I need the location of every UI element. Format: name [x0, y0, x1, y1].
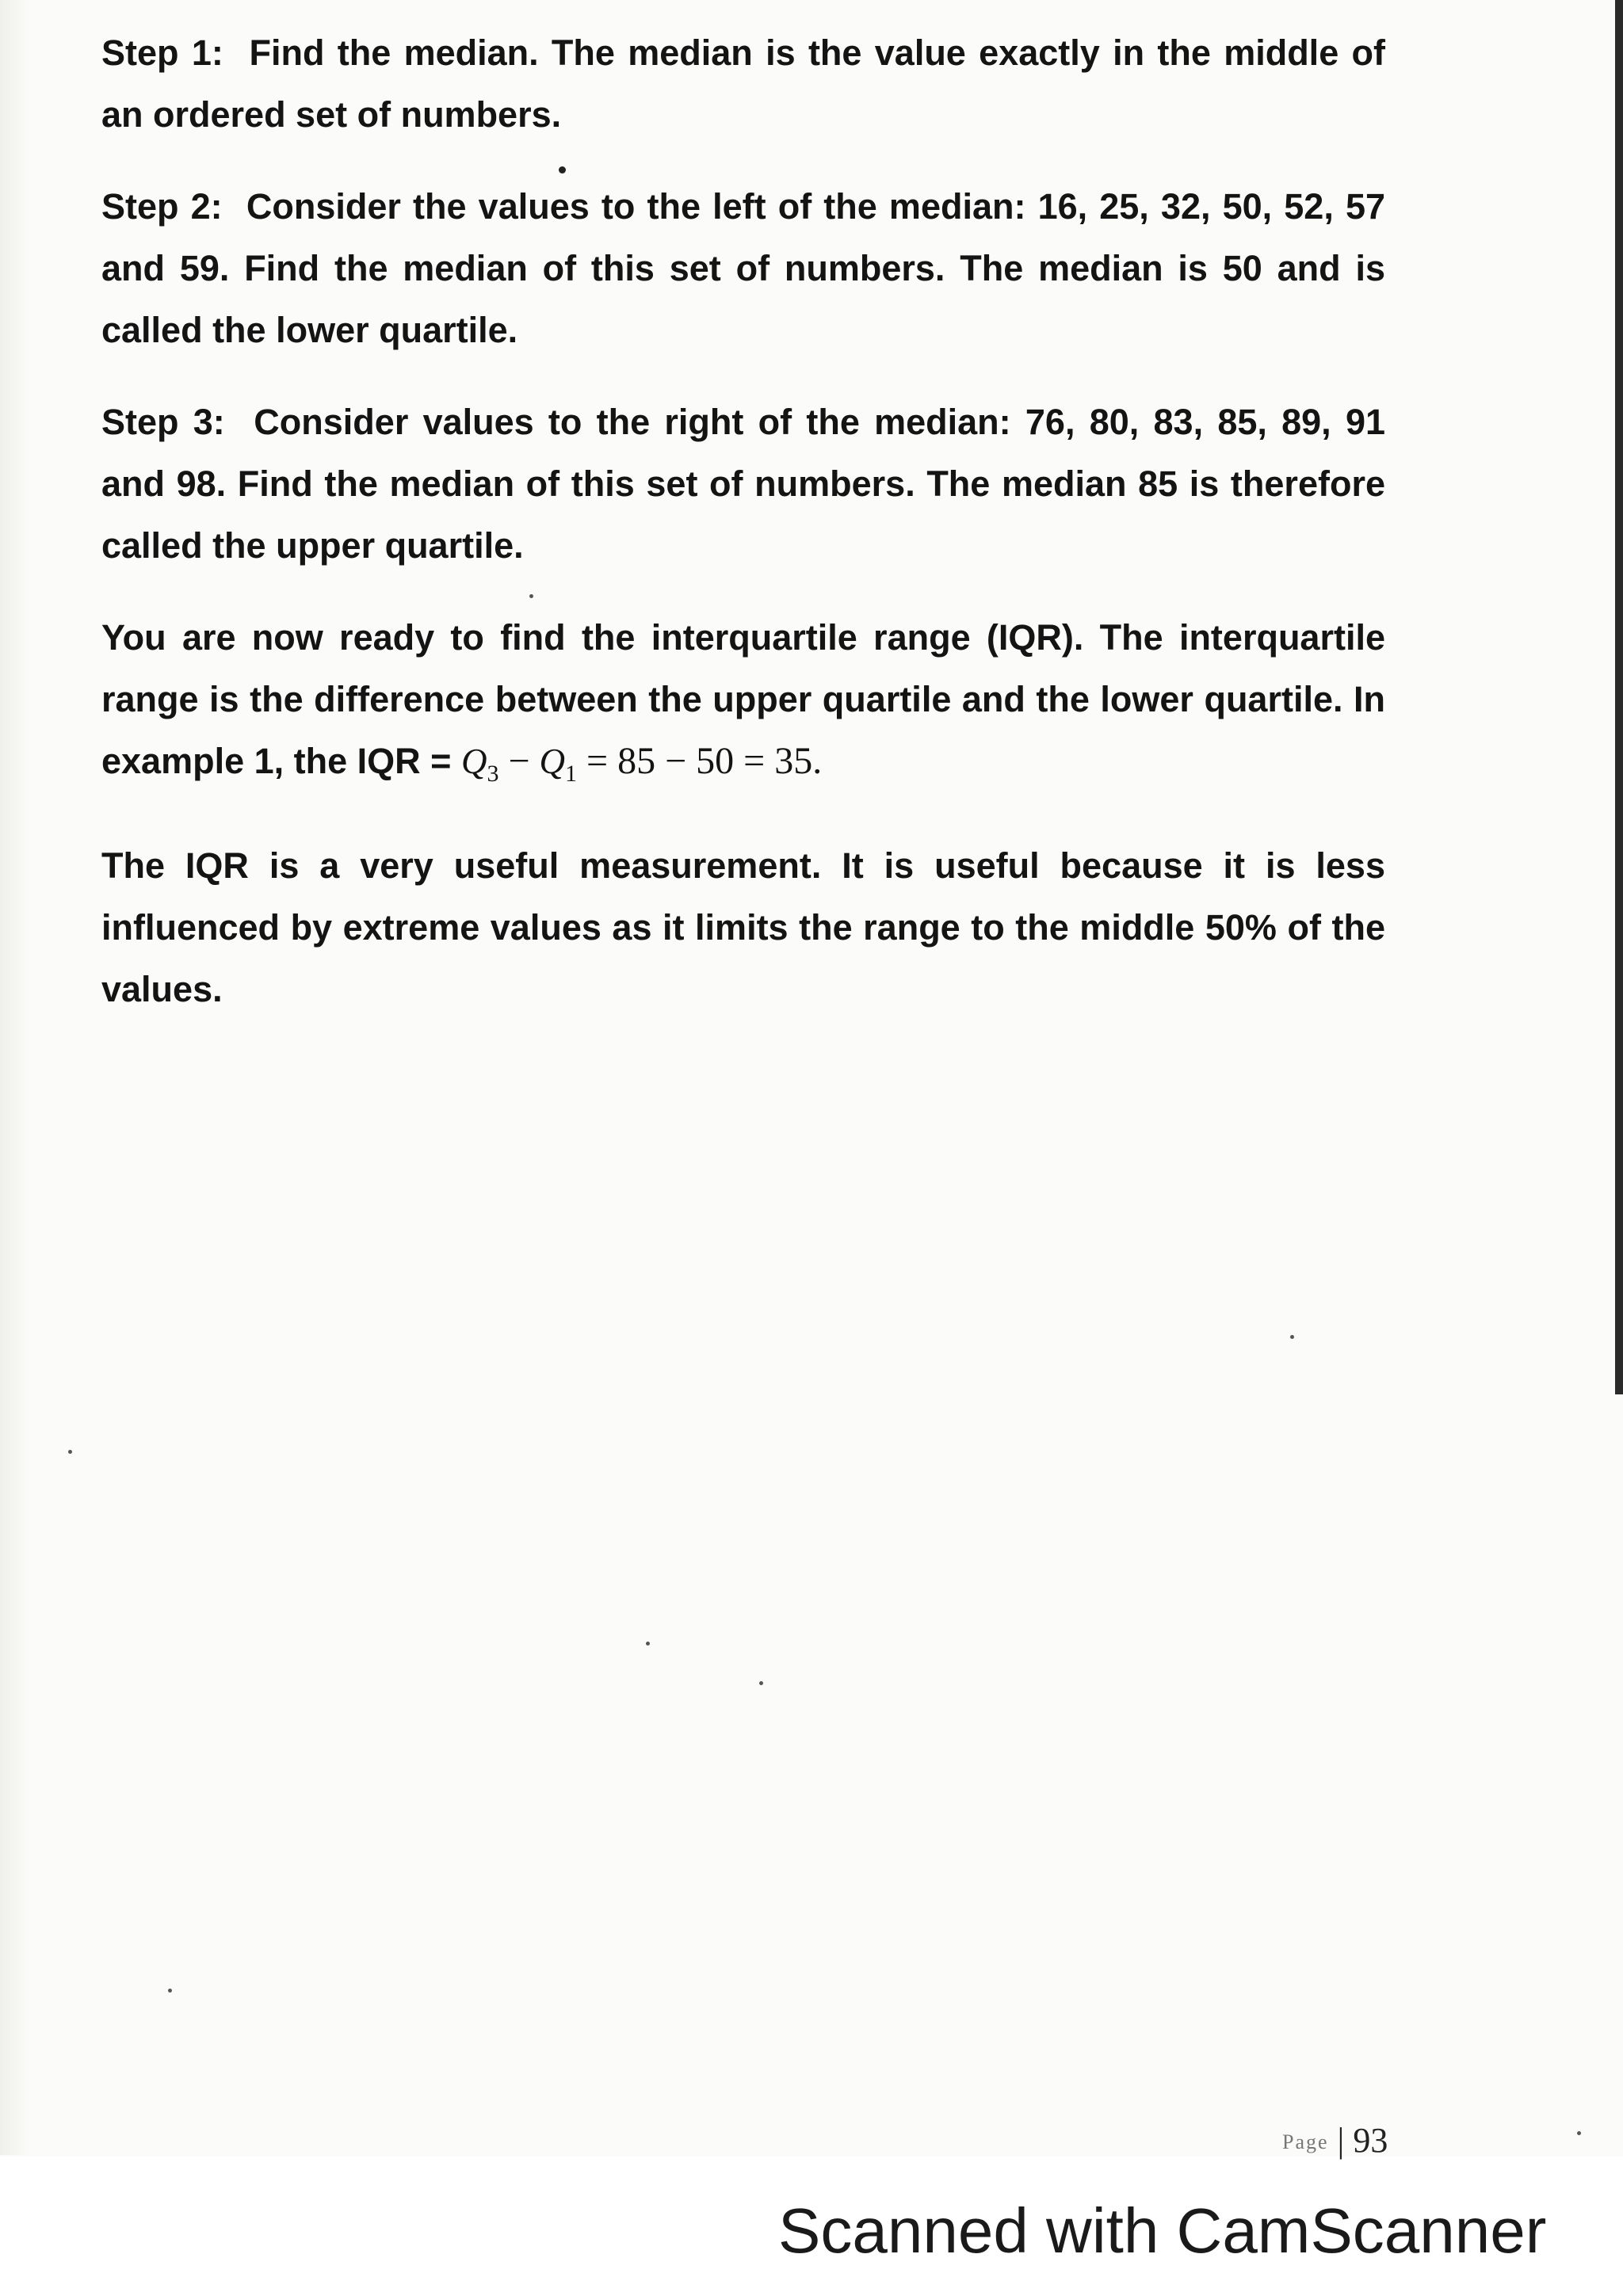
page-number-value: | 93 — [1337, 2121, 1388, 2160]
step-3-paragraph — [101, 391, 1385, 577]
page-number-prefix: Page — [1282, 2130, 1329, 2153]
q3-subscript: 3 — [487, 761, 499, 787]
scan-speck — [529, 594, 533, 598]
minus-sign: − — [498, 740, 540, 782]
scan-speck — [559, 166, 566, 174]
scan-speck — [68, 1450, 72, 1454]
page-number — [1282, 2120, 1388, 2161]
step-2-label: Step 2: — [101, 186, 223, 227]
step-1-paragraph — [101, 22, 1385, 146]
usefulness-text: The IQR is a very useful measurement. It is useful because it is less influenced by extreme values as it limits the range to the middle 50% of the values. — [101, 845, 1385, 1009]
q3-symbol: $Q_3$ — [460, 742, 499, 787]
step-3-text: Consider values to the right of the median: 76, 80, 83, 85, 89, 91 and 98. Find the median of this set of numbers. The median 85 is therefore called the upper quartile. — [101, 402, 1385, 566]
iqr-text: You are now ready to find the interquartile range (IQR). The interquartile range is the difference between the upper quartile and the lower quartile. In example 1, the IQR = — [101, 617, 1385, 781]
document-body — [101, 22, 1385, 1051]
scan-speck — [1577, 2131, 1581, 2135]
iqr-result: = 85 − 50 = 35. — [577, 740, 823, 782]
scan-shadow — [0, 0, 30, 2155]
usefulness-paragraph — [101, 835, 1385, 1020]
q1-subscript: 1 — [565, 761, 578, 787]
camscanner-watermark: Scanned with CamScanner — [778, 2195, 1547, 2266]
step-1-label: Step 1: — [101, 32, 223, 73]
step-3-label: Step 3: — [101, 402, 225, 442]
step-2-text: Consider the values to the left of the median: 16, 25, 32, 50, 52, 57 and 59. Find the median of this set of numbers. The median is 50 and is called the lower quartile. — [101, 186, 1385, 350]
scan-edge-border — [1615, 0, 1623, 1394]
step-2-paragraph — [101, 176, 1385, 361]
q1-symbol: $Q_1$ — [539, 742, 578, 787]
scan-speck — [646, 1642, 650, 1646]
step-1-text: Find the median. The median is the value exactly in the middle of an ordered set of numbers. — [101, 32, 1386, 135]
scan-speck — [1290, 1335, 1294, 1339]
scan-speck — [168, 1989, 172, 1993]
iqr-paragraph — [101, 607, 1385, 805]
scan-speck — [759, 1681, 763, 1685]
